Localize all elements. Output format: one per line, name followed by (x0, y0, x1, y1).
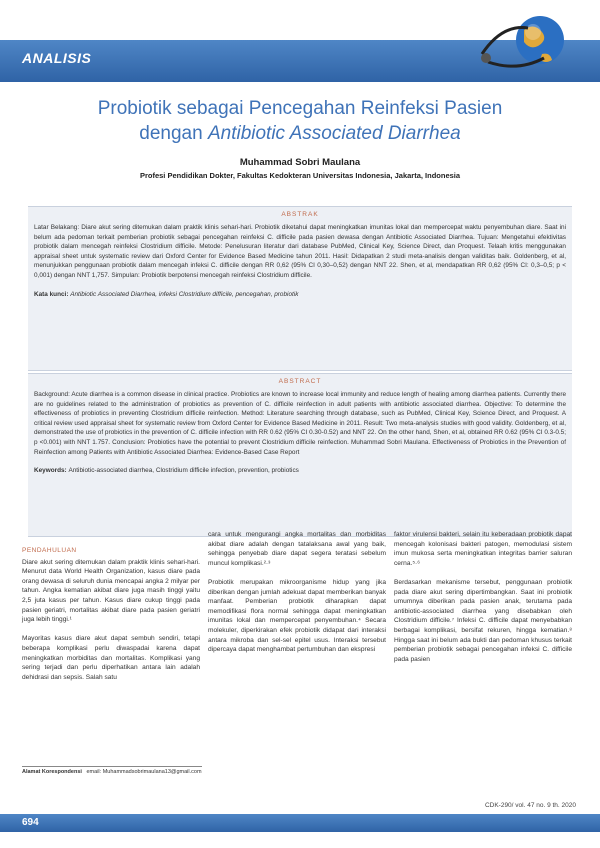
section-heading-pendahuluan: PENDAHULUAN (22, 547, 77, 554)
abstrak-box (28, 206, 572, 371)
journal-citation: CDK-290/ vol. 47 no. 9 th. 2020 (484, 802, 576, 809)
body-column-1 (22, 546, 200, 682)
abstrak-body: Latar Belakang: Diare akut sering ditemukan dalam praktik klinis sehari-hari. Probiotik diketahui dapat meningkatkan imunitas lokal dan mempercepat waktu penyembuhan diare. Saat ini belum ada pedoman terkait pemberian probiotik sebagai pencegahan reinfeksi C. difficile pada pasien dewasa dengan Antibiotic Associated Diarrhea. Tujuan: Mengetahui efektivitas probiotik dalam mencegah reinfeksi Clostridium difficile. Metode: Penelusuran literatur dari database PubMed, Clinical Key, Science Direct, dan Proquest. Telaah kritis menggunakan appraisal sheet untuk systematic review dari Oxford Center for Evidence Based Medicine tahun 2011. Hasil: Didapatkan 2 studi meta-analisis dengan validitas baik. Goldenberg, et al, menunjukkan penggunaan probiotik dalam mencegah infeksi C. difficile dengan RR 0,62 (95% CI 0,30–0,52) dengan NNT 22. Shen, et al, mendapatkan RR 0,62 (95% CI: 0,3–0,5; p < 0,001) dengan NNT 1,757. Simpulan: Probiotik berpotensi mencegah reinfeksi Clostridium difficile. (34, 224, 566, 279)
abstrak-heading: ABSTRAK (281, 211, 319, 218)
title-line-2 (30, 121, 570, 146)
section-tag: ANALISIS (22, 50, 92, 66)
abstract-keywords (34, 466, 566, 475)
body-column-1-text: Diare akut sering ditemukan dalam praktik klinis sehari-hari. Menurut data World Health Organization, kasus diare pada orang dewasa di seluruh dunia mencapai angka 2 milyar per tahun. Angka kematian akibat diare juga masih tinggi yaitu 2,5 juta kasus per tahun. Kasus diare cukup tinggi pada pasien geriatri, mortalitas akibat diare pada pasien geriatri juga lebih tinggi.¹ Mayoritas kasus diare akut dapat sembuh sendiri, tetapi beberapa komplikasi perlu diwaspadai karena dapat meningkatkan morbiditas dan mortalitas. Komplikasi yang sering terjadi dan perlu diperhatikan antara lain adalah dehidrasi dan sepsis. Salah satu (22, 558, 200, 681)
footer-band (0, 814, 600, 832)
correspondence-note (22, 769, 202, 775)
correspondence-email[interactable]: email: Muhammadsobrimaulana13@gmail.com (86, 769, 202, 775)
abstract-keywords-text: Antibiotic-associated diarrhea, Clostridium difficile infection, prevention, probiotics (68, 467, 299, 475)
body-column-2: cara untuk mengurangi angka mortalitas dan morbiditas akibat diare adalah dengan tatalaksana awal yang baik, sehingga penyebab diare dapat segera teratasi sebelum muncul komplikasi.²·³ Probiotik merupakan mikroorganisme hidup yang jika diberikan dengan jumlah adekuat dapat memberikan banyak manfaat. Pemberian probiotik diharapkan dapat memodifikasi flora normal sehingga dapat meningkatkan imunitas lokal dan mempercepat penyembuhan.⁴ Secara molekuler, diperkirakan efek probiotik didapat dari interaksi antara mikroba dan sel-sel epitel usus. Interaksi tersebut dipercaya dapat menghambat pertumbuhan dan ekspresi (208, 531, 386, 654)
title-line-2-italic: Antibiotic Associated Diarrhea (207, 123, 461, 144)
abstract-heading: ABSTRACT (278, 378, 322, 385)
article-title (30, 96, 570, 146)
footnote-divider (22, 766, 202, 767)
stethoscope-globe-illustration (478, 6, 578, 86)
title-line-2-prefix: dengan (139, 123, 208, 144)
page-number: 694 (22, 817, 39, 828)
abstract-box (28, 373, 572, 537)
abstrak-keywords-text: Antibiotic Associated Diarrhea, infeksi Clostridium difficile, pencegahan, probiotik (70, 290, 299, 298)
abstrak-keywords (34, 290, 566, 299)
abstract-keywords-label: Keywords: (34, 467, 69, 475)
author-name: Muhammad Sobri Maulana (239, 157, 361, 168)
abstract-body: Background: Acute diarrhea is a common disease in clinical practice. Probiotics are known to increase local immunity and reduce length of healing among diarrhea patients. Currently there are no guidelines related to the administration of probiotics as prevention of C. difficile reinfection in adult patients with antibiotic associated diarrhea. Objective: To determine the effectiveness of probiotics in preventing Clostridium difficile reinfection. Method: Literature searching through database, such as PubMed, Clinical Key, Science Direct, and Proquest. A critical review used appraisal sheet for systematic review from Oxford Center for Evidence Based Medicine in 2011. Result: Two meta-analysis studies with good validity. Goldenberg, et al, demonstrated the use of probiotics in the prevention of C. difficile infection with RR 0.62 (95% CI 0.30-0.52) and NNT 22. On the other hand, Shen, et al, obtained RR 0.62 (95% CI 0.3-0.5; p <0.001) with NNT 1.757. Conclusion: Probiotics have the potential to prevent Clostridium difficile reinfection. Muhammad Sobri Maulana. Effectiveness of Probiotics in the Prevention of Reinfection among Patients with Antibiotic Associated Diarrhea: Evidence-Based Case Report (34, 391, 566, 456)
abstrak-keywords-label: Kata kunci: (34, 290, 71, 298)
correspondence-label: Alamat Korespondensi (22, 769, 82, 775)
title-line-1: Probiotik sebagai Pencegahan Reinfeksi Pasien (97, 98, 503, 119)
author-affiliation: Profesi Pendidikan Dokter, Fakultas Kedokteran Universitas Indonesia, Jakarta, Indonesia (139, 171, 461, 180)
body-column-3: faktor virulensi bakteri, selain itu keberadaan probiotik dapat mencegah kolonisasi bakteri patogen, memodulasi sistem imun mukosa serta meningkatkan integritas barrier saluran cerna.⁵·⁶ Berdasarkan mekanisme tersebut, penggunaan probiotik pada diare akut sering dipertimbangkan. Saat ini probiotik umumnya diberikan pada pasien anak, terutama pada antibiotic-associated diarrhea yang disebabkan oleh Clostridium difficile.⁷ Infeksi C. difficile dapat menyebabkan berbagai komplikasi, bersifat rekuren, hingga kematian.⁸ Hingga saat ini belum ada bukti dan pedoman khusus terkait pemberian probiotik sebagai pencegahan infeksi C. difficile pada pasien (394, 531, 572, 663)
